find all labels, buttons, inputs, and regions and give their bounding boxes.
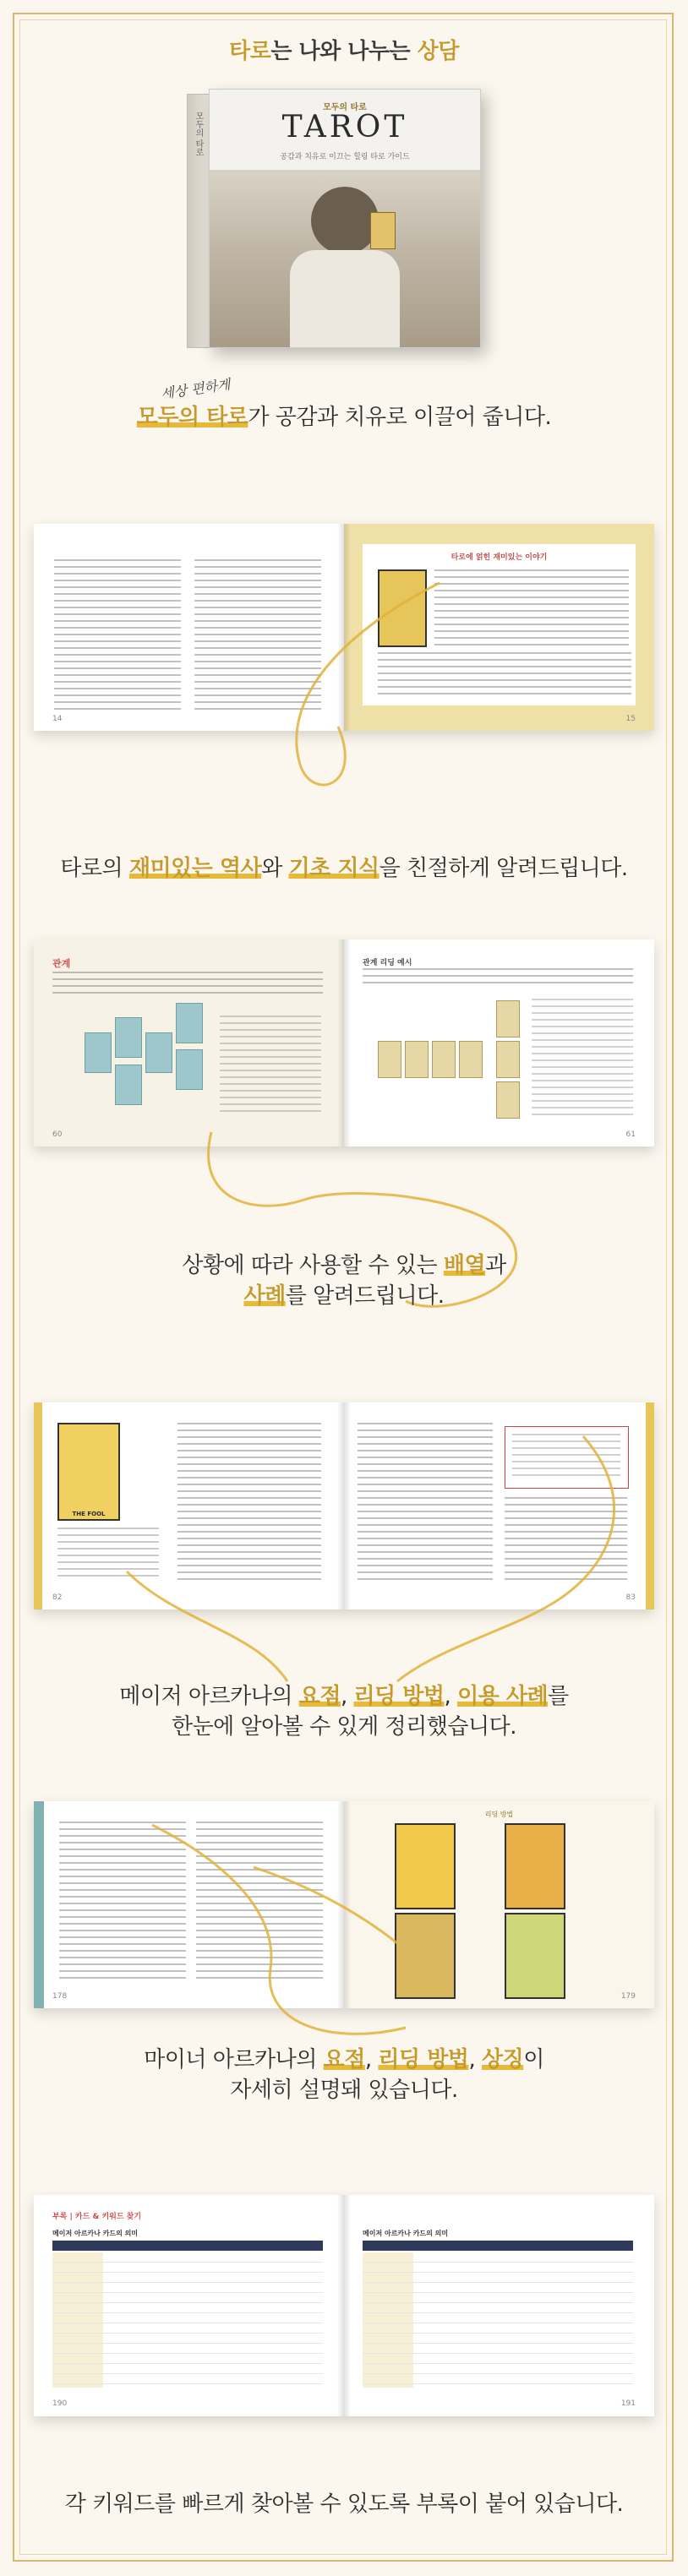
caption-4-highlight-points: 요점 [298, 1684, 341, 1709]
spread-3-left-page-number: 82 [52, 1593, 63, 1602]
appendix-heading: 부록 | 카드 & 키워드 찾기 [52, 2213, 142, 2221]
book-title: TAROT [281, 110, 408, 144]
caption-5-sep-1: , [364, 2047, 379, 2072]
headline-highlight-counsel: 상담 [417, 39, 459, 64]
handwritten-note: 세상 편하게 [160, 376, 232, 402]
caption-2-text-c: 을 친절하게 알려드립니다. [379, 856, 628, 881]
book-spine-text: 모두의 타로 [194, 112, 203, 157]
headline-text: 는 나와 나누는 [270, 39, 418, 64]
spread-5-right-page-number: 191 [620, 2399, 636, 2408]
appendix-right-table-header [363, 2241, 633, 2251]
spread-5-right-page [344, 2195, 654, 2416]
spread-2-left-page-number: 60 [52, 1130, 63, 1139]
caption-4-sep-2: , [444, 1684, 458, 1709]
spread-fold [337, 2195, 351, 2416]
story-heading: 타로에 얽힌 재미있는 이야기 [450, 553, 548, 562]
book-tagline: 공감과 치유로 이끄는 힐링 타로 가이드 [280, 153, 410, 161]
caption-1-highlight: 모두의 타로 [136, 405, 248, 430]
caption-5 [0, 2045, 688, 2105]
the-fool-card-label: THE FOOL [72, 1511, 106, 1517]
caption-2-text-b: 와 [261, 856, 289, 881]
caption-5-highlight-symbols: 상징 [481, 2047, 524, 2072]
caption-3-text-c: 를 알려드립니다. [285, 1283, 445, 1309]
caption-6-text: 각 키워드를 빠르게 찾아볼 수 있도록 부록이 붙어 있습니다. [64, 2492, 624, 2517]
caption-5-text-c: 자세히 설명돼 있습니다. [230, 2078, 458, 2103]
caption-4-highlight-usage: 이용 사례 [457, 1684, 549, 1709]
spread-5-left-page [34, 2195, 344, 2416]
spread-4-left-page-number: 178 [52, 1992, 68, 2001]
spread-1-right-page-number: 15 [625, 715, 636, 723]
book-subtitle: 모두의 타로 [323, 103, 367, 112]
spread-1-left-page-number: 14 [52, 715, 63, 723]
caption-3-text-a: 상황에 따라 사용할 수 있는 [182, 1253, 444, 1278]
caption-2-highlight-history: 재미있는 역사 [128, 856, 262, 881]
appendix-right-table-title: 메이저 아르카나 카드의 의미 [363, 2230, 449, 2237]
minor-reading-heading: 리딩 방법 [484, 1811, 514, 1818]
reading-example-heading: 관계 리딩 예시 [363, 959, 412, 967]
caption-4-text-b: 를 [548, 1684, 569, 1709]
book-spread-appendix [34, 2195, 654, 2416]
layout-heading: 관계 [52, 958, 71, 969]
caption-5-highlight-points: 요점 [323, 2047, 365, 2072]
caption-4-highlight-reading: 리딩 방법 [353, 1684, 445, 1709]
spread-5-left-page-number: 190 [52, 2399, 68, 2408]
caption-5-sep-2: , [468, 2047, 482, 2072]
spread-3-right-page-number: 83 [625, 1593, 636, 1602]
caption-2-highlight-basics: 기초 지식 [288, 856, 379, 881]
spread-4-right-page-number: 179 [620, 1992, 636, 2001]
caption-1-text: 가 공감과 치유로 이끌어 줍니다. [248, 405, 552, 430]
caption-3-highlight-layout: 배열 [443, 1253, 486, 1278]
caption-3-text-b: 과 [485, 1253, 506, 1278]
caption-3-highlight-cases: 사례 [243, 1283, 286, 1309]
caption-6 [0, 2489, 688, 2519]
caption-4-sep-1: , [340, 1684, 354, 1709]
caption-4-text-c: 한눈에 알아볼 수 있게 정리했습니다. [171, 1714, 517, 1740]
caption-5-text-b: 이 [523, 2047, 544, 2072]
appendix-left-table-title: 메이저 아르카나 카드의 의미 [52, 2230, 139, 2237]
caption-5-highlight-reading: 리딩 방법 [378, 2047, 469, 2072]
caption-2-text-a: 타로의 [60, 856, 129, 881]
caption-4-text-a: 메이저 아르카나의 [119, 1684, 299, 1709]
headline-highlight-tarot: 타로 [229, 39, 271, 64]
appendix-left-table-header [52, 2241, 323, 2251]
caption-5-text-a: 마이너 아르카나의 [144, 2047, 324, 2072]
spread-2-right-page-number: 61 [625, 1130, 636, 1139]
